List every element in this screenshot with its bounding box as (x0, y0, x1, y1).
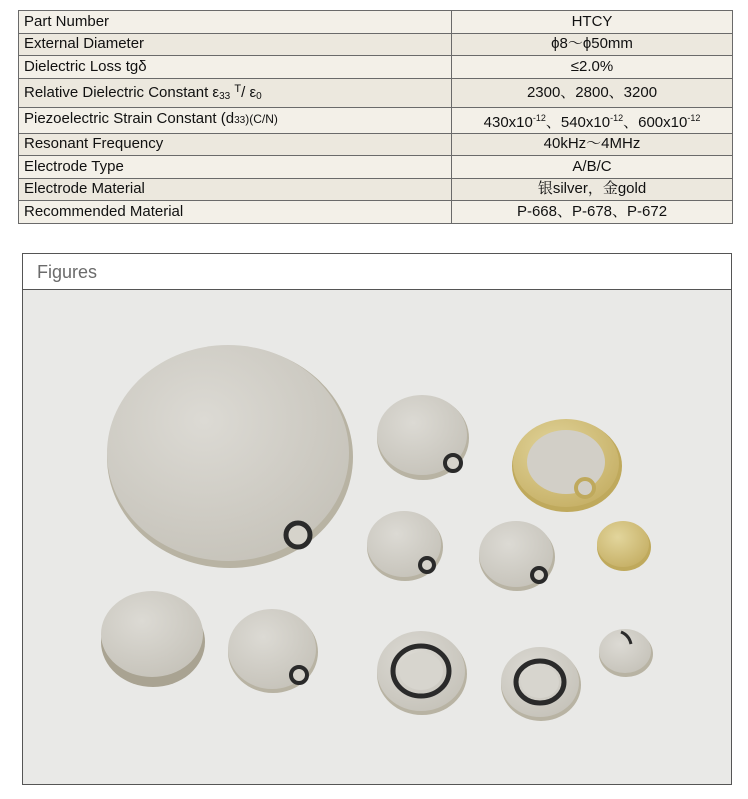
spec-value: A/B/C (452, 156, 733, 179)
spec-label: Dielectric Loss tgδ (19, 56, 452, 79)
spec-row-strain-constant (19, 107, 733, 133)
spec-label: Part Number (19, 11, 452, 34)
spec-value: ≤2.0% (452, 56, 733, 79)
figures-title: Figures (23, 254, 731, 290)
disc-thick-left (101, 591, 205, 687)
piezo-discs-photo (23, 290, 731, 784)
spec-table (18, 10, 733, 224)
spec-value: 40kHz～4MHz (452, 133, 733, 156)
figures-panel (22, 253, 732, 785)
spec-label: Electrode Material (19, 178, 452, 201)
spec-row-recommended-material (19, 201, 733, 224)
spec-label: Electrode Type (19, 156, 452, 179)
large-disc (107, 345, 353, 568)
spec-row-electrode-material (19, 178, 733, 201)
spec-value: HTCY (452, 11, 733, 34)
spec-label: Recommended Material (19, 201, 452, 224)
spec-label: Resonant Frequency (19, 133, 452, 156)
spec-row-dielectric-constant (19, 78, 733, 107)
spec-value: 2300、2800、3200 (452, 78, 733, 107)
spec-value: $430x10^{-12}$、$540x10^{-12}$、$600x10^{-12}$ (452, 107, 733, 133)
spec-row-resonant-frequency (19, 133, 733, 156)
spec-label: Piezoelectric Strain Constant (d33)(C/N) (19, 107, 452, 133)
spec-value: 银silver，金gold (452, 178, 733, 201)
spec-value: P-668、P-678、P-672 (452, 201, 733, 224)
spec-row-external-diameter (19, 33, 733, 56)
spec-row-dielectric-loss (19, 56, 733, 79)
spec-label: External Diameter (19, 33, 452, 56)
spec-label: Relative Dielectric Constant ε33 $^T$/ ε0 (19, 78, 452, 107)
spec-row-electrode-type (19, 156, 733, 179)
spec-value: ϕ8～ϕ50mm (452, 33, 733, 56)
spec-row-part-number (19, 11, 733, 34)
